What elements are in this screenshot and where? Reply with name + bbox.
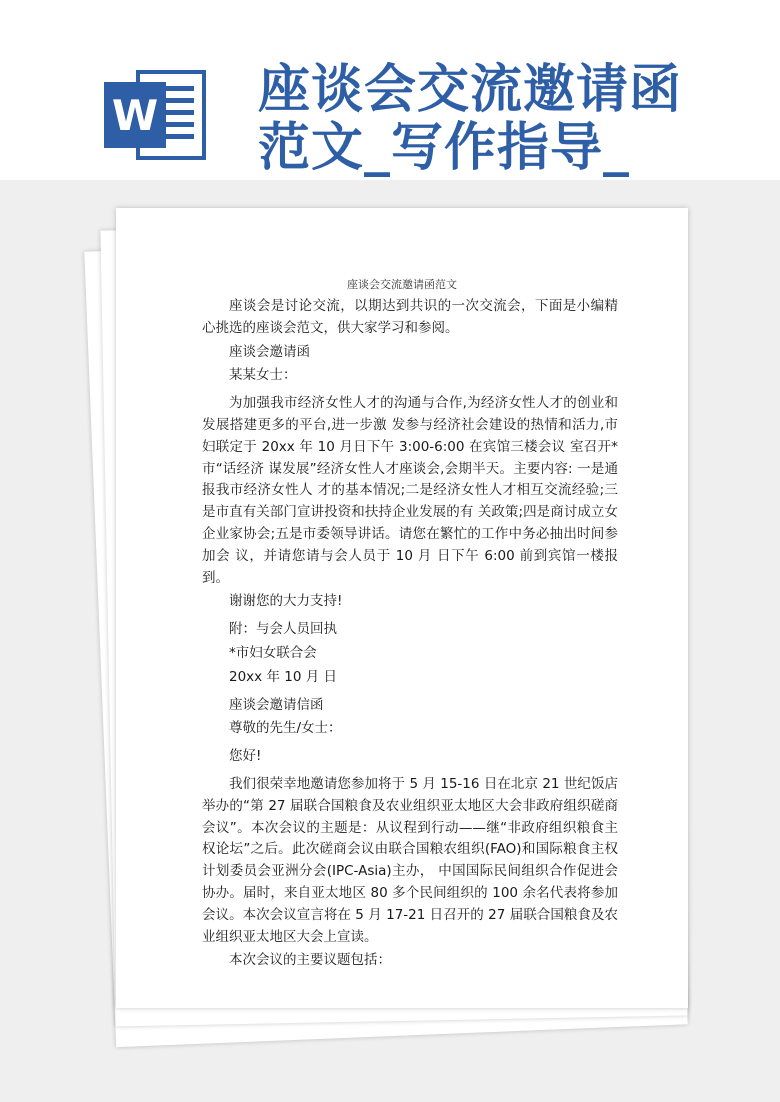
document-body — [202, 296, 618, 974]
paragraph-letter2-title: 座谈会邀请信函 — [229, 696, 324, 713]
document-page — [116, 208, 688, 1008]
document-heading: 座谈会交流邀请函范文 — [347, 278, 457, 291]
paragraph-letter2-body: 我们很荣幸地邀请您参加将于 5 月 15-16 日在北京 21 世纪饭店举办的“第 27 届联合国粮食及农业组织亚太地区大会非政府组织磋商会议”。本次会议的主题是：从议程到行动——继“非政府组织粮食主权论坛”之后。此次磋商会议由联合国粮农组织(FAO)和国际粮食主权计划委员会亚洲分会(IPC-Asia)主办， 中国国际民间组织合作促进会协办。届时，来自亚太地区 80 多个民间组织的 100 余名代表将参加会议。本次会议宣言将在 5 月 17-21 日召开的 27 届联合国粮食及农业组织亚太地区大会上宣读。 — [202, 775, 618, 945]
svg-text:W: W — [111, 91, 159, 140]
paragraph-salutation2: 尊敬的先生/女士： — [229, 720, 342, 737]
paragraph-thanks: 谢谢您的大力支持! — [229, 593, 343, 610]
paragraph-greeting: 您好! — [229, 748, 262, 765]
word-icon — [104, 68, 208, 164]
page-title-line-2: 范文_写作指导_ — [258, 118, 631, 178]
paragraph-salutation: 某某女士： — [229, 367, 297, 384]
paragraph-intro: 座谈会是讨论交流，以期达到共识的一次交流会，下面是小编精心挑选的座谈会范文，供大家学习和参阅。 — [202, 298, 618, 336]
paragraph-attachment: 附：与会人员回执 — [229, 621, 337, 638]
paragraph-sender: *市妇女联合会 — [229, 644, 317, 661]
paragraph-topics: 本次会议的主要议题包括： — [229, 952, 391, 969]
paragraph-date: 20xx 年 10 月 日 — [229, 668, 337, 685]
paragraph-letter-title: 座谈会邀请函 — [229, 343, 310, 360]
page-title-line-1: 座谈会交流邀请函 — [258, 60, 683, 120]
paragraph-letter-body: 为加强我市经济女性人才的沟通与合作,为经济女性人才的创业和发展搭建更多的平台,进一步激 发参与经济社会建设的热情和活力,市妇联定于 20xx 年 10 月日下午 3:00-6:00 在宾馆三楼会议 室召开*市“话经济 谋发展”经济女性人才座谈会,会期半天。主要内容: 一是通报我市经济女性人 才的基本情况;二是经济女性人才相互交流经验;三是市直有关部门宣讲投资和扶持企业发展的有 关政策;四是商讨成立女企业家协会;五是市委领导讲话。请您在繁忙的工作中务必抽出时间参加会 议，并请您请与会人员于 10 月 日下午 6:00 前到宾馆一楼报到。 — [202, 395, 618, 586]
